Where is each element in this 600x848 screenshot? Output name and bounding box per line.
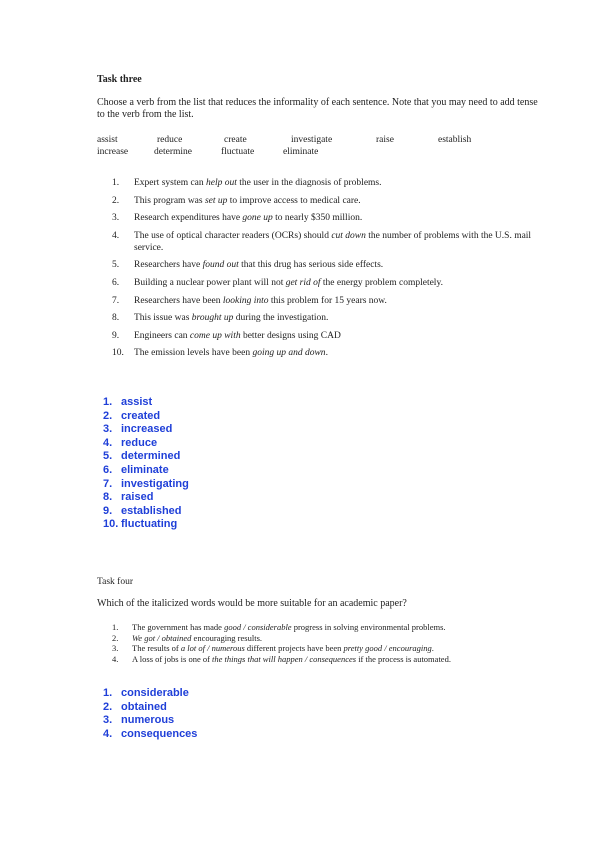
answer-number: 10. xyxy=(103,518,119,531)
verb-item: fluctuate xyxy=(221,147,255,157)
sentence-item xyxy=(112,195,532,207)
task4-sentence-list xyxy=(112,622,532,664)
sentence-text: Expert system can xyxy=(134,178,207,188)
sentence-text: if the process is automated. xyxy=(356,653,451,664)
item-number: 2. xyxy=(112,632,119,643)
informal-verb: looking into xyxy=(222,295,269,306)
sentence-text: this problem for 15 years now. xyxy=(268,295,387,306)
answer-number: 4. xyxy=(103,436,113,449)
item-number: 1. xyxy=(112,622,119,632)
sentence-text: Researchers have xyxy=(134,260,203,271)
sentence-text: This program was xyxy=(134,195,205,206)
sentence-text: Researchers have been xyxy=(134,295,223,306)
answer-number: 9. xyxy=(103,504,113,517)
answer-text: assist xyxy=(121,396,153,408)
verb-row-1 xyxy=(97,135,557,147)
answer-item xyxy=(103,410,189,424)
verb-item: increase xyxy=(97,147,129,157)
answer-item xyxy=(103,701,197,715)
answer-text: raised xyxy=(121,491,154,504)
sentence-text: to nearly $350 million. xyxy=(272,213,363,224)
answer-item xyxy=(103,396,189,410)
answer-text: consequences xyxy=(121,727,198,740)
sentence-text: that this drug has serious side effects. xyxy=(238,260,384,271)
answer-text: numerous xyxy=(121,714,175,727)
sentence-item xyxy=(112,643,532,654)
task4-title: Task four xyxy=(97,577,134,587)
sentence-text: the number of problems with the U.S. mail service. xyxy=(134,230,532,253)
sentence-text: encouraging results. xyxy=(191,632,262,643)
answer-number: 3. xyxy=(103,423,113,436)
answer-number: 5. xyxy=(103,450,113,463)
sentence-text: the energy problem completely. xyxy=(320,277,443,288)
answer-item xyxy=(103,687,197,701)
informal-verb: come up with xyxy=(189,330,241,341)
word-choice: good / considerable xyxy=(224,622,292,632)
sentence-text: Research expenditures have xyxy=(134,213,243,224)
task3-sentence-list xyxy=(112,177,532,365)
sentence-item xyxy=(112,295,532,307)
item-number: 10. xyxy=(112,348,124,359)
answer-text: reduce xyxy=(121,436,158,449)
sentence-text: Building a nuclear power plant will not xyxy=(134,277,286,288)
sentence-text: The results of xyxy=(132,643,181,653)
sentence-item xyxy=(112,212,532,224)
task4-instructions: Which of the italicized words would be more suitable for an academic paper? xyxy=(97,598,407,609)
sentence-text: The use of optical character readers (OCRs) should xyxy=(134,230,332,241)
sentence-item xyxy=(112,633,532,644)
answer-item xyxy=(103,437,189,451)
verb-item: determine xyxy=(154,147,192,157)
answer-number: 8. xyxy=(103,491,113,504)
item-number: 7. xyxy=(112,295,120,306)
answer-item xyxy=(103,478,189,492)
answer-item xyxy=(103,423,189,437)
informal-verb: gone up xyxy=(242,213,273,224)
sentence-item xyxy=(112,312,532,324)
verb-item: raise xyxy=(376,135,394,145)
answer-item xyxy=(103,714,197,728)
item-number: 8. xyxy=(112,313,120,324)
answer-number: 6. xyxy=(103,463,113,476)
informal-verb: going up and down xyxy=(252,348,326,359)
item-number: 6. xyxy=(112,277,120,288)
answer-item xyxy=(103,464,189,478)
sentence-item xyxy=(112,654,532,665)
item-number: 9. xyxy=(112,330,120,341)
answer-number: 7. xyxy=(103,477,113,490)
sentence-item xyxy=(112,177,532,189)
task3-title: Task three xyxy=(97,74,142,85)
answer-item xyxy=(103,518,189,532)
informal-verb: brought up xyxy=(191,313,234,324)
sentence-text: . xyxy=(325,348,328,359)
word-choice: the things that will happen / consequences xyxy=(212,653,357,664)
answer-item xyxy=(103,728,197,742)
verb-item: reduce xyxy=(157,135,183,145)
verb-item: investigate xyxy=(291,135,333,145)
sentence-text: . xyxy=(431,643,434,653)
answer-number: 2. xyxy=(103,409,113,422)
item-number: 3. xyxy=(112,213,120,224)
informal-verb: help out xyxy=(206,178,237,188)
item-number: 4. xyxy=(112,653,119,664)
sentence-text: The government has made xyxy=(132,622,225,632)
item-number: 5. xyxy=(112,260,120,271)
sentence-item xyxy=(112,622,532,633)
verb-list xyxy=(97,135,557,159)
sentence-text: The emission levels have been xyxy=(134,348,253,359)
answer-number: 3. xyxy=(103,714,113,727)
answer-text: obtained xyxy=(121,700,167,713)
word-choice: We got / obtained xyxy=(132,632,192,643)
answer-number: 1. xyxy=(103,396,113,408)
sentence-text: during the investigation. xyxy=(233,313,329,324)
task3-instructions: Choose a verb from the list that reduces the informality of each sentence. Note that you may need to add tense to the verb from the list. xyxy=(97,97,538,120)
informal-verb: cut down xyxy=(331,230,366,241)
answer-text: established xyxy=(121,504,182,517)
sentence-text: the user in the diagnosis of problems. xyxy=(236,178,382,188)
answer-item xyxy=(103,505,189,519)
item-number: 1. xyxy=(112,178,120,188)
answer-text: determined xyxy=(121,450,181,463)
verb-row-2 xyxy=(97,147,557,159)
sentence-text: A loss of jobs is one of xyxy=(132,653,213,664)
answer-text: created xyxy=(121,409,161,422)
sentence-text: progress in solving environmental problems. xyxy=(291,622,446,632)
sentence-text: Engineers can xyxy=(134,330,190,341)
answer-text: fluctuating xyxy=(121,518,178,531)
sentence-item xyxy=(112,277,532,289)
informal-verb: set up xyxy=(204,195,228,206)
answer-item xyxy=(103,491,189,505)
sentence-item xyxy=(112,230,532,254)
answer-item xyxy=(103,450,189,464)
item-number: 4. xyxy=(112,230,120,241)
task4-answer-list xyxy=(103,687,197,741)
verb-item: assist xyxy=(97,135,118,145)
answer-number: 2. xyxy=(103,700,113,713)
sentence-text: different projects have been xyxy=(244,643,344,653)
answer-text: considerable xyxy=(121,687,189,699)
informal-verb: found out xyxy=(202,260,239,271)
answer-number: 1. xyxy=(103,687,113,699)
verb-item: establish xyxy=(438,135,472,145)
verb-item: eliminate xyxy=(283,147,319,157)
sentence-item xyxy=(112,347,532,359)
answer-text: increased xyxy=(121,423,173,436)
informal-verb: get rid of xyxy=(285,277,321,288)
answer-text: investigating xyxy=(121,477,189,490)
sentence-text: to improve access to medical care. xyxy=(227,195,361,206)
item-number: 3. xyxy=(112,643,119,653)
sentence-text: This issue was xyxy=(134,313,192,324)
sentence-item xyxy=(112,330,532,342)
verb-item: create xyxy=(224,135,247,145)
item-number: 2. xyxy=(112,195,120,206)
word-choice: a lot of / numerous xyxy=(180,643,245,653)
sentence-item xyxy=(112,259,532,271)
word-choice: pretty good / encouraging xyxy=(343,643,432,653)
sentence-text: better designs using CAD xyxy=(240,330,341,341)
answer-text: eliminate xyxy=(121,463,169,476)
task3-answer-list xyxy=(103,396,189,532)
answer-number: 4. xyxy=(103,727,113,740)
